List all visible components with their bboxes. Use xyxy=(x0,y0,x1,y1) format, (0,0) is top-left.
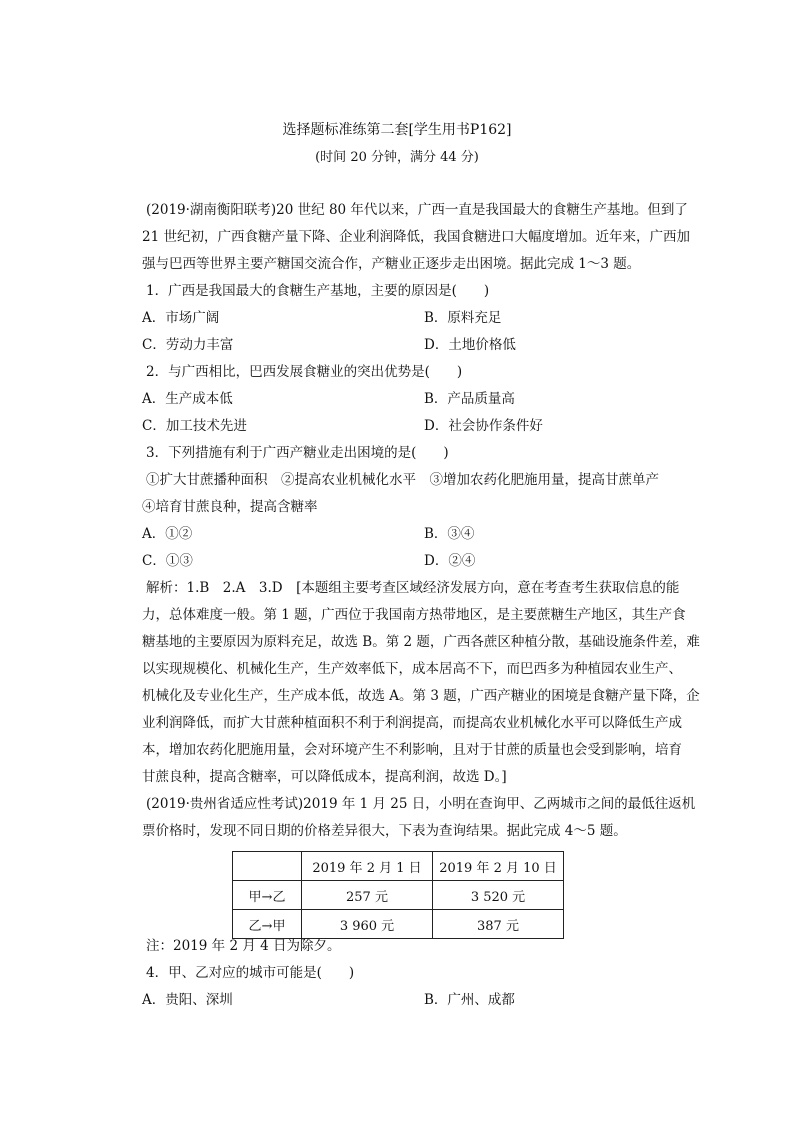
question-2-option-b: B．产品质量高 xyxy=(424,391,515,407)
question-2-stem: 2．与广西相比，巴西发展食糖业的突出优势是( ) xyxy=(146,364,463,380)
analysis-line5: 机械化及专业化生产，生产成本低，故选 A。第 3 题，广西产糖业的困境是食糖产量下降，企 xyxy=(142,688,700,704)
question-1-stem: 1．广西是我国最大的食糖生产基地，主要的原因是( ) xyxy=(146,283,490,299)
question-3-option-c: C．①③ xyxy=(142,553,193,569)
question-3-items-line1: ①扩大甘蔗播种面积 ②提高农业机械化水平 ③增加农药化肥施用量，提高甘蔗单产 xyxy=(146,472,659,488)
analysis-line4: 以实现规模化、机械化生产，生产效率低下，成本居高不下，而巴西多为种植园农业生产、 xyxy=(142,661,682,677)
table-header-cell: 2019 年 2 月 1 日 xyxy=(302,852,433,881)
question-3-option-a: A．①② xyxy=(142,526,193,542)
table-cell: 257 元 xyxy=(302,881,433,910)
analysis-line6: 业利润降低，而扩大甘蔗种植面积不利于利润提高，而提高农业机械化水平可以降低生产成 xyxy=(142,715,682,731)
question-1-option-c: C．劳动力丰富 xyxy=(142,337,234,353)
question-2-option-d: D．社会协作条件好 xyxy=(424,418,543,434)
question-1-option-b: B．原料充足 xyxy=(424,310,502,326)
passage1-line1: (2019·湖南衡阳联考)20 世纪 80 年代以来，广西一直是我国最大的食糖生产基地。但到了 xyxy=(146,202,688,218)
passage1-line3: 强与巴西等世界主要产糖国交流合作，产糖业正逐步走出困境。据此完成 1～3 题。 xyxy=(142,256,641,272)
question-3-items-line2: ④培育甘蔗良种，提高含糖率 xyxy=(142,499,318,515)
table-header-cell xyxy=(233,852,302,881)
analysis-line2: 力，总体难度一般。第 1 题，广西位于我国南方热带地区，是主要蔗糖生产地区，其生产食 xyxy=(142,607,686,623)
question-2-option-a: A．生产成本低 xyxy=(142,391,233,407)
table-cell: 3 520 元 xyxy=(433,881,564,910)
table-row xyxy=(233,881,564,910)
question-3-option-d: D．②④ xyxy=(424,553,476,569)
table-cell: 3 960 元 xyxy=(302,910,433,939)
question-2-option-c: C．加工技术先进 xyxy=(142,418,247,434)
passage2-line1: (2019·贵州省适应性考试)2019 年 1 月 25 日，小明在查询甲、乙两城市之间的最低往返机 xyxy=(146,796,696,812)
table-cell: 387 元 xyxy=(433,910,564,939)
analysis-line8: 甘蔗良种，提高含糖率，可以降低成本，提高利润，故选 D。] xyxy=(142,769,507,785)
flight-price-table xyxy=(232,851,564,939)
passage2-line2: 票价格时，发现不同日期的价格差异很大，下表为查询结果。据此完成 4～5 题。 xyxy=(142,823,627,839)
table-header-row xyxy=(233,852,564,881)
question-3-option-b: B．③④ xyxy=(424,526,475,542)
question-1-option-a: A．市场广阔 xyxy=(142,310,220,326)
question-4-option-b: B．广州、成都 xyxy=(424,992,515,1008)
analysis-line7: 本，增加农药化肥施用量，会对环境产生不利影响，且对于甘蔗的质量也会受到影响，培育 xyxy=(142,742,682,758)
question-4-stem: 4．甲、乙对应的城市可能是( ) xyxy=(146,965,355,981)
question-1-option-d: D．土地价格低 xyxy=(424,337,516,353)
table-cell: 甲→乙 xyxy=(233,881,302,910)
question-3-stem: 3．下列措施有利于广西产糖业走出困境的是( ) xyxy=(146,445,449,461)
table-cell: 乙→甲 xyxy=(233,910,302,939)
question-4-option-a: A．贵阳、深圳 xyxy=(142,992,233,1008)
page-subtitle: (时间 20 分钟，满分 44 分) xyxy=(315,150,479,165)
analysis-line3: 糖基地的主要原因为原料充足，故选 B。第 2 题，广西各蔗区种植分散，基础设施条件差，难 xyxy=(142,634,700,650)
page-title: 选择题标准练第二套[学生用书P162] xyxy=(282,122,512,138)
table-header-cell: 2019 年 2 月 10 日 xyxy=(433,852,564,881)
analysis-line1: 解析：1.B 2.A 3.D [本题组主要考查区域经济发展方向，意在考查考生获取信息的能 xyxy=(146,580,680,596)
table-note: 注：2019 年 2 月 4 日为除夕。 xyxy=(146,938,341,954)
passage1-line2: 21 世纪初，广西食糖产量下降、企业利润降低，我国食糖进口大幅度增加。近年来，广西加 xyxy=(142,229,690,245)
